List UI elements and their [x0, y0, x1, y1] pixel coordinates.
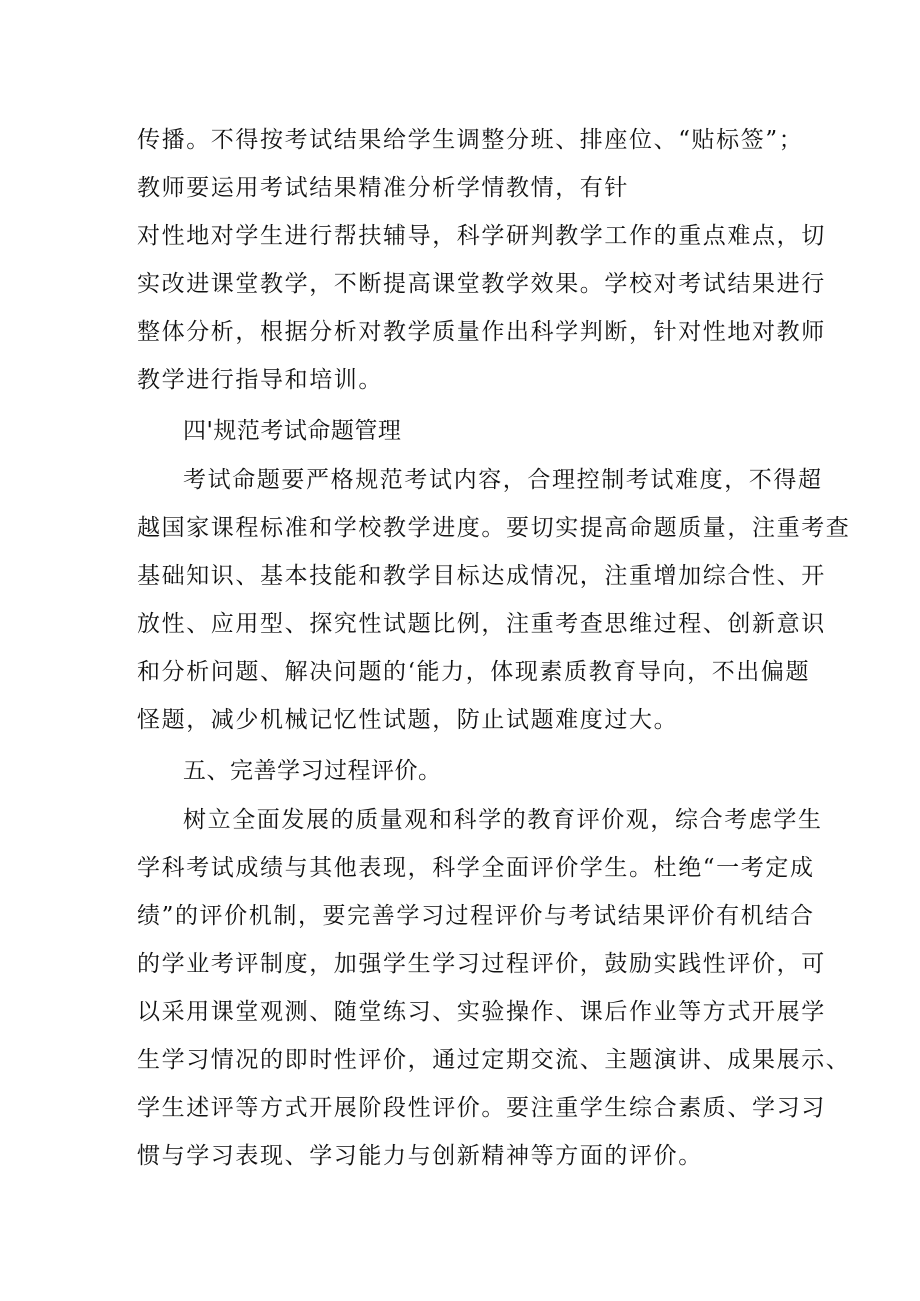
text-line: 学生述评等方式开展阶段性评价。要注重学生综合素质、学习习	[137, 1095, 826, 1121]
section-heading: 四'规范考试命题管理	[183, 418, 402, 444]
text-line: 生学习情况的即时性评价，通过定期交流、主题演讲、成果展示、	[137, 1047, 851, 1073]
text-line: 教学进行指导和培训。	[137, 367, 383, 393]
text-line: 实改进课堂教学，不断提高课堂教学效果。学校对考试结果进行	[137, 271, 826, 297]
text-line: 传播。不得按考试结果给学生调整分班、排座位、“贴标签”；	[137, 127, 804, 153]
text-line: 教师要运用考试结果精准分析学情教情，有针	[137, 175, 629, 201]
text-line: 放性、应用型、探究性试题比例，注重考查思维过程、创新意识	[137, 611, 826, 637]
text-line: 树立全面发展的质量观和科学的教育评价观，综合考虑学生	[183, 807, 823, 833]
text-line: 的学业考评制度，加强学生学习过程评价，鼓励实践性评价，可	[137, 951, 826, 977]
section-heading: 五、完善学习过程评价。	[183, 758, 442, 784]
text-line: 和分析问题、解决问题的‘能力，体现素质教育导向，不出偏题	[137, 659, 811, 685]
text-line: 学科考试成绩与其他表现，科学全面评价学生。杜绝“一考定成	[137, 855, 815, 881]
text-line: 越国家课程标准和学校教学进度。要切实提高命题质量，注重考查	[137, 515, 851, 541]
text-line: 基础知识、基本技能和教学目标达成情况，注重增加综合性、开	[137, 563, 826, 589]
text-line: 考试命题要严格规范考试内容，合理控制考试难度，不得超	[183, 467, 823, 493]
text-line: 整体分析，根据分析对教学质量作出科学判断，针对性地对教师	[137, 319, 826, 345]
text-line: 怪题，减少机械记忆性试题，防止试题难度过大。	[137, 707, 679, 733]
text-line: 绩”的评价机制，要完善学习过程评价与考试结果评价有机结合	[137, 903, 815, 929]
text-line: 惯与学习表现、学习能力与创新精神等方面的评价。	[137, 1143, 703, 1169]
text-line: 以采用课堂观测、随堂练习、实验操作、课后作业等方式开展学	[137, 999, 826, 1025]
text-line: 对性地对学生进行帮扶辅导，科学研判教学工作的重点难点，切	[137, 223, 826, 249]
